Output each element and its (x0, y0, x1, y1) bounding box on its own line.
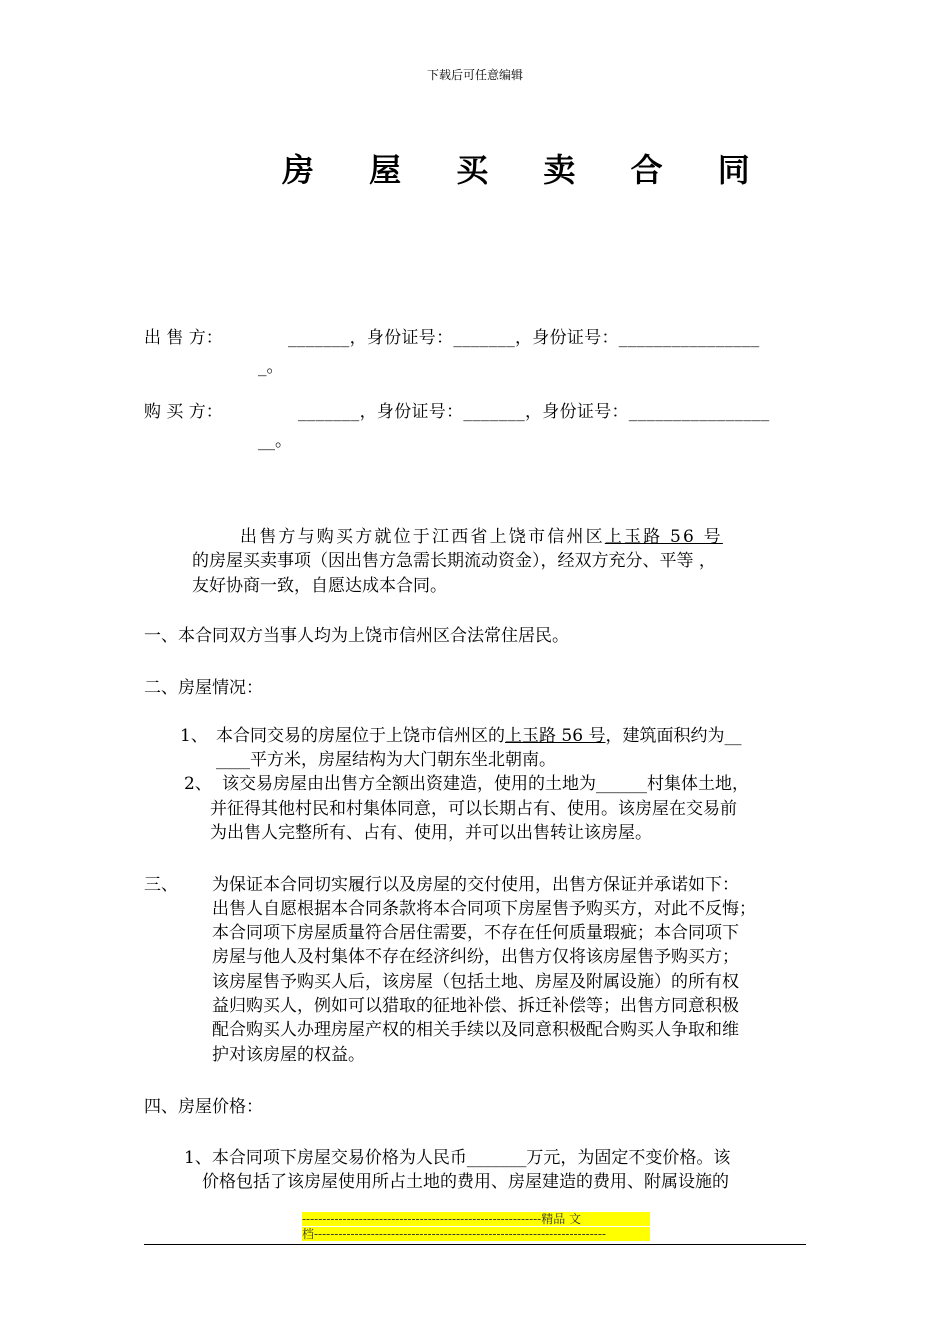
intro-address: 上玉路 56 号 (604, 527, 723, 547)
buyer-line-2: __。 (258, 431, 292, 451)
intro-line-1 (240, 525, 723, 549)
clause-4-heading: 四、房屋价格： (144, 1097, 263, 1117)
clause-2-item-2-number: 2、 (184, 774, 212, 794)
clause-4-item-1-line-1: 1、本合同项下房屋交易价格为人民币_______万元，为固定不变价格。该 (184, 1148, 731, 1168)
footer-watermark-line-2: 档------------------------------------------------------------------------ (302, 1227, 650, 1241)
clause-3-line: 护对该房屋的权益。 (212, 1045, 365, 1065)
header-note: 下载后可任意编辑 (426, 68, 523, 82)
clause-2-heading: 二、房屋情况： (144, 678, 263, 698)
intro-line-3: 友好协商一致，自愿达成本合同。 (192, 576, 447, 596)
clause-1: 一、本合同双方当事人均为上饶市信州区合法常住居民。 (144, 626, 569, 646)
item-address: 上玉路 56 号 (505, 726, 606, 746)
buyer-line-1: _______，身份证号：_______，身份证号：________________ (298, 402, 770, 422)
seller-line-1: _______，身份证号：_______，身份证号：________________ (288, 328, 760, 348)
intro-text: 出售方与购买方就位于江西省上饶市信州区 (240, 527, 605, 547)
clause-3-line: 房屋与他人及村集体不存在经济纠纷，出售方仅将该房屋售予购买方； (212, 947, 739, 967)
clause-3-line: 益归购买人，例如可以猎取的征地补偿、拆迁补偿等；出售方同意积极 (212, 996, 739, 1016)
footer-watermark-line-1: -----------------------------------------------------------精品 文 (302, 1212, 650, 1226)
intro-line-2: 的房屋买卖事项（因出售方急需长期流动资金），经双方充分、平等 ， (192, 551, 716, 571)
item-text: 本合同交易的房屋位于上饶市信州区的 (216, 726, 505, 746)
clause-4-item-1-line-2: 价格包括了该房屋使用所占土地的费用、房屋建造的费用、附属设施的 (202, 1172, 729, 1192)
seller-label: 出 售 方： (144, 328, 223, 348)
buyer-label: 购 买 方： (144, 402, 223, 422)
clause-3-line: 配合购买人办理房屋产权的相关手续以及同意积极配合购买人争取和维 (212, 1020, 739, 1040)
clause-2-item-2-line-2: 并征得其他村民和村集体同意，可以长期占有、使用。该房屋在交易前 (210, 799, 737, 819)
document-title: 房 屋 买 卖 合 同 (282, 151, 772, 189)
footer-divider (144, 1244, 806, 1245)
seller-line-2: _。 (258, 357, 284, 377)
clause-3-line: 为保证本合同切实履行以及房屋的交付使用，出售方保证并承诺如下： (212, 875, 739, 895)
clause-2-item-1-line-1 (216, 724, 741, 748)
clause-2-item-2-line-1: 该交易房屋由出售方全额出资建造，使用的土地为______村集体土地， (222, 774, 749, 794)
clause-3-line: 该房屋售予购买人后，该房屋（包括土地、房屋及附属设施）的所有权 (212, 972, 739, 992)
clause-2-item-2-line-3: 为出售人完整所有、占有、使用，并可以出售转让该房屋。 (210, 823, 652, 843)
clause-3-line: 本合同项下房屋质量符合居住需要，不存在任何质量瑕疵；本合同项下 (212, 923, 739, 943)
clause-3-number: 三、 (144, 875, 178, 895)
item-text: ，建筑面积约为__ (605, 726, 742, 746)
clause-3-line: 出售人自愿根据本合同条款将本合同项下房屋售予购买方，对此不反悔； (212, 899, 756, 919)
clause-2-item-1-line-2: ____平方米，房屋结构为大门朝东坐北朝南。 (216, 750, 556, 770)
clause-2-item-1-number: 1、 (180, 726, 208, 746)
